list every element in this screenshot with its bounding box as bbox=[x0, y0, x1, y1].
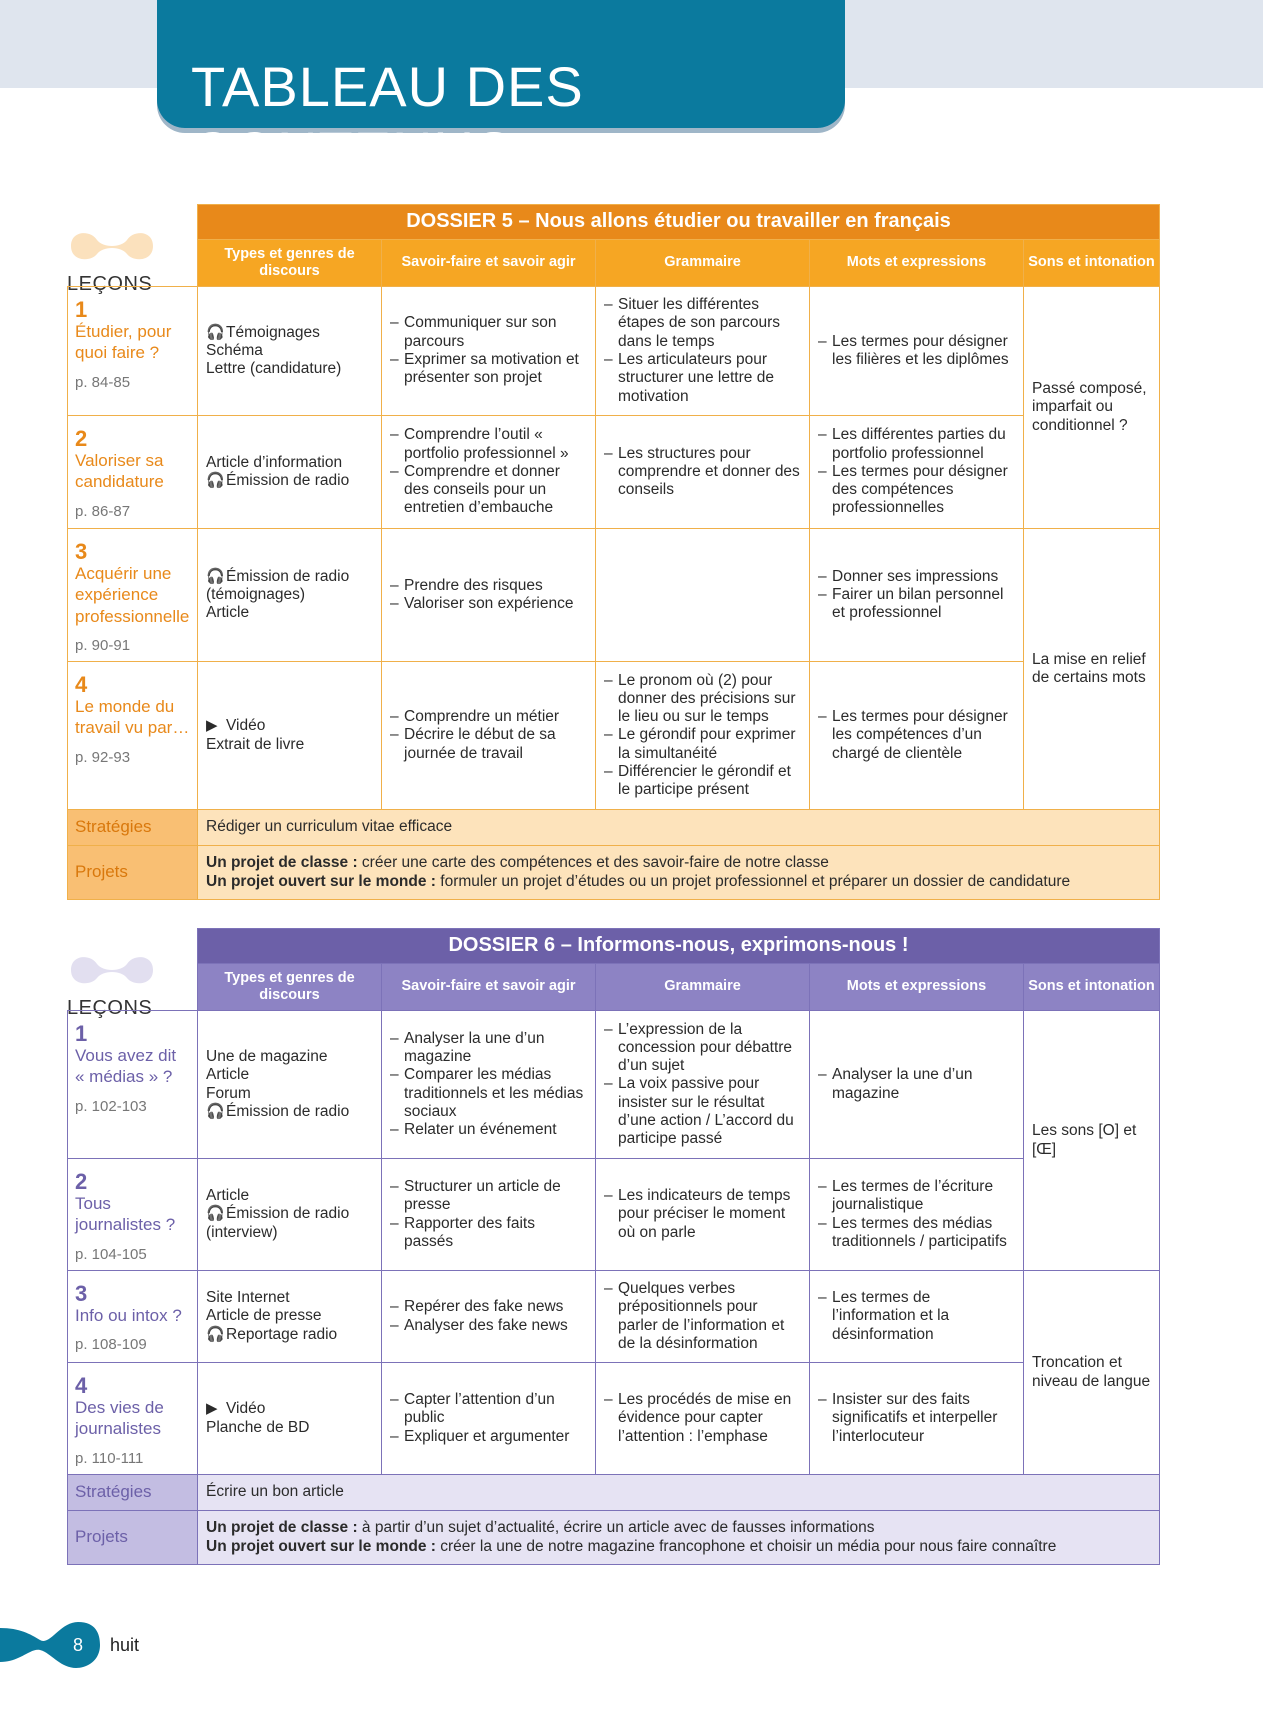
grammaire-cell bbox=[596, 529, 810, 662]
types-cell: ▶ Vidéo Planche de BD bbox=[198, 1363, 382, 1475]
dossier-title: DOSSIER 5 – Nous allons étudier ou travailler en français bbox=[198, 205, 1160, 240]
grammaire-cell: – Quelques verbes prépositionnels pour parler de l’information et de la désinformation bbox=[596, 1271, 810, 1363]
mots-cell: – Les termes pour désigner les filières et les diplômes bbox=[810, 287, 1024, 416]
projets-label: Projets bbox=[68, 846, 198, 900]
lesson-cell[interactable]: 4 Des vies de journalistes p. 110-111 bbox=[68, 1363, 198, 1475]
lesson-cell[interactable]: 4 Le monde du travail vu par… p. 92-93 bbox=[68, 662, 198, 810]
col-sons: Sons et intonation bbox=[1024, 964, 1160, 1011]
types-cell: 🎧Témoignages Schéma Lettre (candidature) bbox=[198, 287, 382, 416]
savoir-cell: – Capter l’attention d’un public – Expliquer et argumenter bbox=[382, 1363, 596, 1475]
types-cell: 🎧Émission de radio (témoignages) Article bbox=[198, 529, 382, 662]
projets-label: Projets bbox=[68, 1511, 198, 1565]
mots-cell: – Donner ses impressions – Fairer un bilan personnel et professionnel bbox=[810, 529, 1024, 662]
lesson-row bbox=[68, 1363, 1160, 1475]
types-cell: Une de magazine Article Forum 🎧Émission de radio bbox=[198, 1011, 382, 1159]
types-cell: Article 🎧Émission de radio (interview) bbox=[198, 1159, 382, 1271]
headphones-icon: 🎧 bbox=[206, 1205, 225, 1223]
lesson-row bbox=[68, 416, 1160, 529]
col-grammaire: Grammaire bbox=[596, 964, 810, 1011]
savoir-cell: – Repérer des fake news – Analyser des fake news bbox=[382, 1271, 596, 1363]
col-types: Types et genres de discours bbox=[198, 240, 382, 287]
headphones-icon: 🎧 bbox=[206, 323, 225, 341]
lesson-cell[interactable]: 3 Acquérir une expérience professionnelle p. 90-91 bbox=[68, 529, 198, 662]
grammaire-cell: – Le pronom où (2) pour donner des précisions sur le lieu ou sur le temps – Le gérondif pour exprimer la simultanéité – Différencier le gérondif et le participe présent bbox=[596, 662, 810, 810]
projets-row bbox=[68, 846, 1160, 900]
savoir-cell: – Prendre des risques – Valoriser son expérience bbox=[382, 529, 596, 662]
mots-cell: – Insister sur des faits significatifs et interpeller l’interlocuteur bbox=[810, 1363, 1024, 1475]
grammaire-cell: – Les procédés de mise en évidence pour capter l’attention : l’emphase bbox=[596, 1363, 810, 1475]
sons-cell: Passé composé, imparfait ou conditionnel ? bbox=[1024, 287, 1160, 529]
projets-row bbox=[68, 1511, 1160, 1565]
lesson-row bbox=[68, 529, 1160, 662]
col-savoir: Savoir-faire et savoir agir bbox=[382, 964, 596, 1011]
lesson-row bbox=[68, 1271, 1160, 1363]
col-sons: Sons et intonation bbox=[1024, 240, 1160, 287]
play-circle-icon[interactable]: ▶ bbox=[206, 717, 218, 735]
headphones-icon: 🎧 bbox=[206, 567, 225, 585]
savoir-cell: – Structurer un article de presse – Rapporter des faits passés bbox=[382, 1159, 596, 1271]
mots-cell: – Les différentes parties du portfolio professionnel – Les termes pour désigner des compétences professionnelles bbox=[810, 416, 1024, 529]
strategies-text: Écrire un bon article bbox=[198, 1475, 1160, 1511]
savoir-cell: – Comprendre l’outil « portfolio professionnel » – Comprendre et donner des conseils pour un entretien d’embauche bbox=[382, 416, 596, 529]
types-cell: Article d’information 🎧Émission de radio bbox=[198, 416, 382, 529]
page-number-blob-icon bbox=[0, 1620, 100, 1670]
grammaire-cell: – L’expression de la concession pour débattre d’un sujet – La voix passive pour insister sur le résultat d’une action / L’accord du participe passé bbox=[596, 1011, 810, 1159]
strategies-label: Stratégies bbox=[68, 1475, 198, 1511]
lesson-row bbox=[68, 662, 1160, 810]
sons-cell: Troncation et niveau de langue bbox=[1024, 1271, 1160, 1475]
mots-cell: – Les termes pour désigner les compétences d’un chargé de clientèle bbox=[810, 662, 1024, 810]
mots-cell: – Les termes de l’écriture journalistique – Les termes des médias traditionnels / participatifs bbox=[810, 1159, 1024, 1271]
sons-cell: Les sons [O] et [Œ] bbox=[1024, 1011, 1160, 1271]
page-number: 8 bbox=[73, 1635, 84, 1655]
grammaire-cell: – Les structures pour comprendre et donner des conseils bbox=[596, 416, 810, 529]
mots-cell: – Analyser la une d’un magazine bbox=[810, 1011, 1024, 1159]
strategies-text: Rédiger un curriculum vitae efficace bbox=[198, 810, 1160, 846]
sons-cell: La mise en relief de certains mots bbox=[1024, 529, 1160, 810]
projets-text: Un projet de classe : créer une carte des compétences et des savoir-faire de notre classe Un projet ouvert sur le monde : formuler un projet d’études ou un projet professionnel et préparer un dossier de candidature bbox=[198, 846, 1160, 900]
lecons-label-d6: LEÇONS bbox=[67, 950, 187, 1020]
lesson-cell[interactable]: 2 Valoriser sa candidature p. 86-87 bbox=[68, 416, 198, 529]
col-savoir: Savoir-faire et savoir agir bbox=[382, 240, 596, 287]
strategies-row bbox=[68, 810, 1160, 846]
page-title: TABLEAU DES CONTENUS bbox=[191, 55, 584, 183]
headphones-icon: 🎧 bbox=[206, 1325, 225, 1343]
lesson-row bbox=[68, 287, 1160, 416]
lesson-row bbox=[68, 1011, 1160, 1159]
play-circle-icon[interactable]: ▶ bbox=[206, 1400, 218, 1418]
strategies-label: Stratégies bbox=[68, 810, 198, 846]
strategies-row bbox=[68, 1475, 1160, 1511]
types-cell: Site Internet Article de presse 🎧Reportage radio bbox=[198, 1271, 382, 1363]
dossier-5-table bbox=[67, 204, 1160, 900]
grammaire-cell: – Situer les différentes étapes de son parcours dans le temps – Les articulateurs pour structurer une lettre de motivation bbox=[596, 287, 810, 416]
grammaire-cell: – Les indicateurs de temps pour préciser le moment où on parle bbox=[596, 1159, 810, 1271]
col-mots: Mots et expressions bbox=[810, 240, 1024, 287]
dossier-title: DOSSIER 6 – Informons-nous, exprimons-nous ! bbox=[198, 929, 1160, 964]
lecons-label-d5: LEÇONS bbox=[67, 226, 187, 296]
page-word: huit bbox=[110, 1635, 140, 1655]
lesson-row bbox=[68, 1159, 1160, 1271]
col-grammaire: Grammaire bbox=[596, 240, 810, 287]
mots-cell: – Les termes de l’information et la désinformation bbox=[810, 1271, 1024, 1363]
savoir-cell: – Analyser la une d’un magazine – Comparer les médias traditionnels et les médias sociaux – Relater un événement bbox=[382, 1011, 596, 1159]
lesson-cell[interactable]: 1 Vous avez dit « médias » ? p. 102-103 bbox=[68, 1011, 198, 1159]
lesson-cell[interactable]: 1 Étudier, pour quoi faire ? p. 84-85 bbox=[68, 287, 198, 416]
col-types: Types et genres de discours bbox=[198, 964, 382, 1011]
projets-text: Un projet de classe : à partir d’un sujet d’actualité, écrire un article avec de fausses informations Un projet ouvert sur le monde : créer la une de notre magazine francophone et choisir un média pour nous faire connaître bbox=[198, 1511, 1160, 1565]
lesson-cell[interactable]: 3 Info ou intox ? p. 108-109 bbox=[68, 1271, 198, 1363]
title-tab bbox=[157, 0, 845, 183]
types-cell: ▶ Vidéo Extrait de livre bbox=[198, 662, 382, 810]
headphones-icon: 🎧 bbox=[206, 472, 225, 489]
savoir-cell: – Comprendre un métier – Décrire le début de sa journée de travail bbox=[382, 662, 596, 810]
lesson-cell[interactable]: 2 Tous journalistes ? p. 104-105 bbox=[68, 1159, 198, 1271]
savoir-cell: – Communiquer sur son parcours – Exprimer sa motivation et présenter son projet bbox=[382, 287, 596, 416]
headphones-icon: 🎧 bbox=[206, 1102, 225, 1120]
dossier-6-table bbox=[67, 928, 1160, 1565]
col-mots: Mots et expressions bbox=[810, 964, 1024, 1011]
